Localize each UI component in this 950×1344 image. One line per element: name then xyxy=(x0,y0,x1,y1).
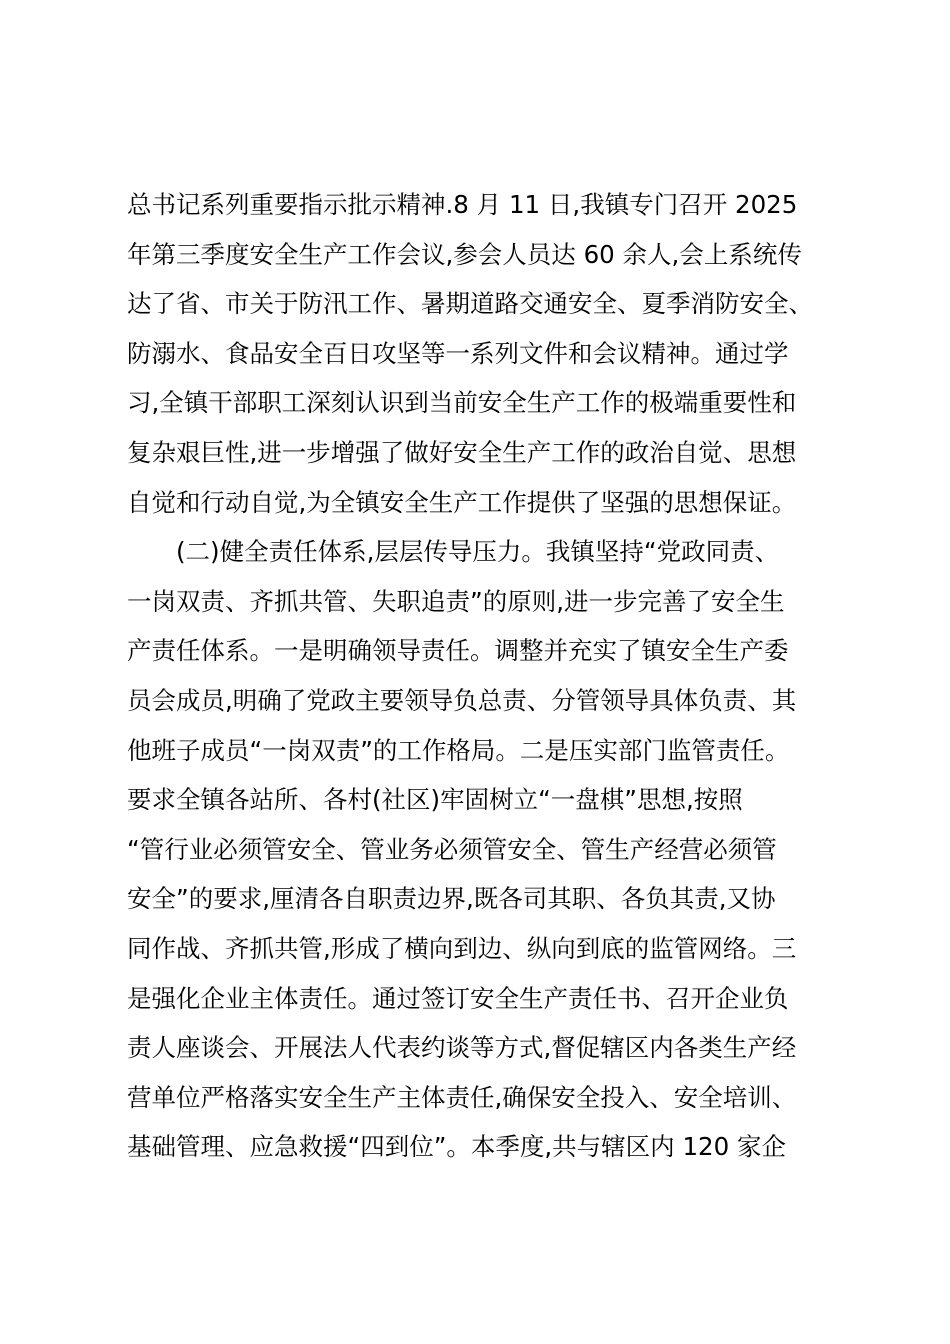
text-line: 复杂艰巨性,进一步增强了做好安全生产工作的政治自觉、思想 xyxy=(127,437,797,467)
document-body xyxy=(127,180,857,1172)
text-line: 要求全镇各站所、各村(社区)牢固树立“一盘棋”思想,按照 xyxy=(127,785,743,815)
text-line: 一岗双责、齐抓共管、失职追责”的原则,进一步完善了安全生 xyxy=(127,586,785,616)
text-line: 员会成员,明确了党政主要领导负总责、分管领导具体负责、其 xyxy=(127,685,797,715)
text-line: 基础管理、应急救援“四到位”。本季度,共与辖区内 120 家企 xyxy=(127,1132,787,1162)
text-line: 营单位严格落实安全生产主体责任,确保安全投入、安全培训、 xyxy=(127,1082,797,1112)
text-line: 习,全镇干部职工深刻认识到当前安全生产工作的极端重要性和 xyxy=(127,388,797,418)
text-line: 防溺水、食品安全百日攻坚等一系列文件和会议精神。通过学 xyxy=(127,338,789,368)
text-line: 产责任体系。一是明确领导责任。调整并充实了镇安全生产委 xyxy=(127,636,789,666)
text-line: 责人座谈会、开展法人代表约谈等方式,督促辖区内各类生产经 xyxy=(127,1033,797,1063)
text-line: 他班子成员“一岗双责”的工作格局。二是压实部门监管责任。 xyxy=(127,735,790,765)
text-line: 安全”的要求,厘清各自职责边界,既各司其职、各负其责,又协 xyxy=(127,884,776,914)
text-line: 年第三季度安全生产工作会议,参会人员达 60 余人,会上系统传 xyxy=(127,239,802,269)
text-line: 总书记系列重要指示批示精神.8 月 11 日,我镇专门召开 2025 xyxy=(127,190,798,219)
text-line: 是强化企业主体责任。通过签订安全生产责任书、召开企业负 xyxy=(127,983,789,1013)
text-line: 达了省、市关于防汛工作、暑期道路交通安全、夏季消防安全、 xyxy=(127,289,813,319)
text-line: 同作战、齐抓共管,形成了横向到边、纵向到底的监管网络。三 xyxy=(127,933,797,963)
text-line: 自觉和行动自觉,为全镇安全生产工作提供了坚强的思想保证。 xyxy=(127,487,797,517)
paragraph-heading-line: (二)健全责任体系,层层传导压力。我镇坚持“党政同责、 xyxy=(127,537,780,567)
text-line: “管行业必须管安全、管业务必须管安全、管生产经营必须管 xyxy=(127,834,777,864)
